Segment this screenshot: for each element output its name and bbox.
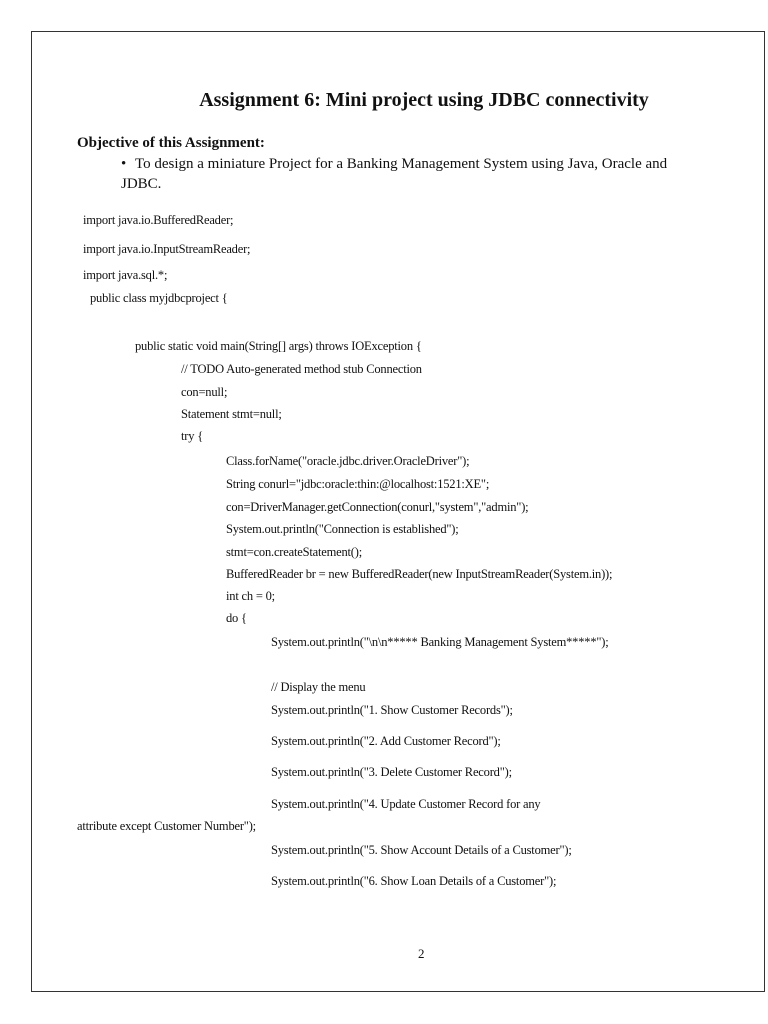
code-line: // Display the menu	[271, 680, 366, 694]
code-line: public static void main(String[] args) throws IOException {	[135, 339, 422, 353]
code-line: System.out.println("\n\n***** Banking Management System*****");	[271, 635, 609, 649]
code-line: import java.io.BufferedReader;	[83, 213, 234, 227]
code-line: Statement stmt=null;	[181, 407, 282, 421]
document-title: Assignment 6: Mini project using JDBC connectivity	[199, 89, 649, 111]
page-number: 2	[418, 946, 425, 961]
code-line: public class myjdbcproject {	[90, 291, 228, 305]
code-line: stmt=con.createStatement();	[226, 545, 362, 559]
objective-text: To design a miniature Project for a Banking Management System using Java, Oracle and JDBC.	[121, 156, 668, 192]
code-line: System.out.println("5. Show Account Details of a Customer");	[271, 843, 572, 857]
code-line: String conurl="jdbc:oracle:thin:@localhost:1521:XE";	[226, 477, 490, 491]
code-line: System.out.println("6. Show Loan Details of a Customer");	[271, 874, 557, 888]
code-line: int ch = 0;	[226, 589, 275, 603]
code-line: import java.sql.*;	[83, 268, 168, 282]
code-line: System.out.println("4. Update Customer Record for any	[271, 797, 541, 811]
code-line: System.out.println("1. Show Customer Records");	[271, 703, 513, 717]
code-line: System.out.println("3. Delete Customer Record");	[271, 765, 512, 779]
code-line: attribute except Customer Number");	[77, 819, 256, 833]
objective-bullet	[121, 154, 681, 194]
code-line: con=null;	[181, 385, 228, 399]
code-line: BufferedReader br = new BufferedReader(new InputStreamReader(System.in));	[226, 567, 613, 581]
bullet-icon: •	[121, 156, 127, 172]
code-line: do {	[226, 611, 247, 625]
code-line: import java.io.InputStreamReader;	[83, 242, 251, 256]
code-line: Class.forName("oracle.jdbc.driver.OracleDriver");	[226, 454, 470, 468]
code-line: // TODO Auto-generated method stub Connection	[181, 362, 422, 376]
code-line: System.out.println("Connection is established");	[226, 522, 459, 536]
code-line: con=DriverManager.getConnection(conurl,"system","admin");	[226, 500, 529, 514]
code-line: System.out.println("2. Add Customer Record");	[271, 734, 501, 748]
code-line: try {	[181, 429, 204, 443]
objective-heading: Objective of this Assignment:	[77, 135, 265, 151]
